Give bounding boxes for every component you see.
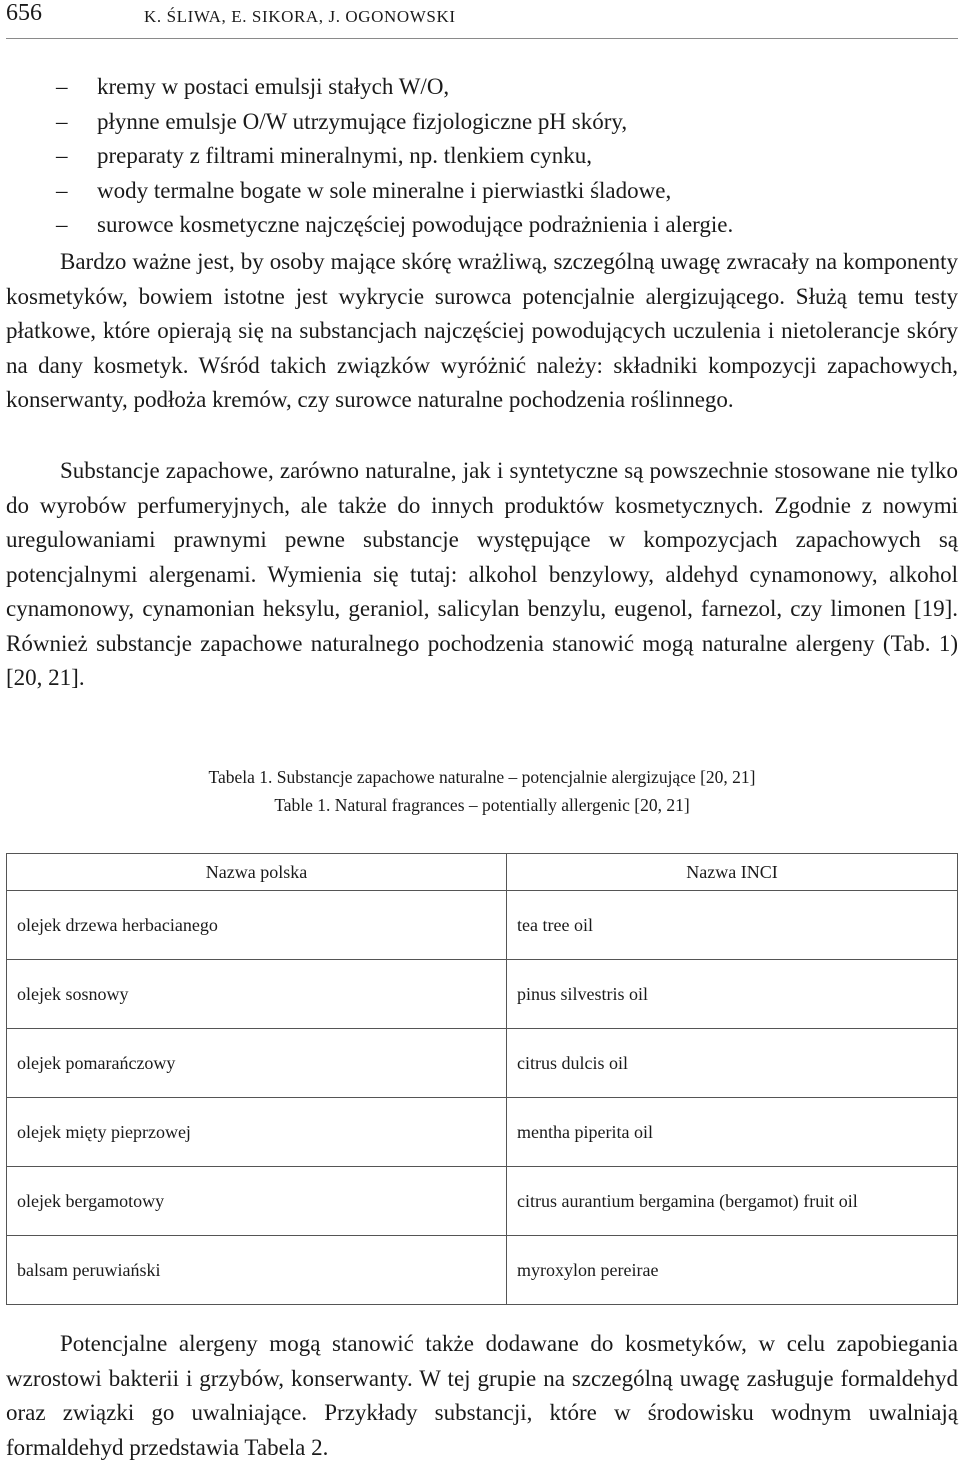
table-cell-inci: citrus dulcis oil bbox=[507, 1029, 958, 1098]
page-number: 656 bbox=[6, 0, 42, 26]
list-item bbox=[6, 174, 958, 209]
column-header-inci-name: Nazwa INCI bbox=[507, 854, 958, 891]
bullet-list bbox=[6, 70, 958, 243]
table-row bbox=[7, 960, 958, 1029]
table-cell-polish: olejek pomarańczowy bbox=[7, 1029, 507, 1098]
list-marker: – bbox=[56, 212, 68, 237]
table-cell-inci: citrus aurantium bergamina (bergamot) fruit oil bbox=[507, 1167, 958, 1236]
table-cell-inci: myroxylon pereirae bbox=[507, 1236, 958, 1305]
list-marker: – bbox=[56, 108, 68, 134]
column-header-polish-name: Nazwa polska bbox=[7, 854, 507, 891]
table-cell-polish: olejek sosnowy bbox=[7, 960, 507, 1029]
list-item-text: surowce kosmetyczne najczęściej powodujące podrażnienia i alergie. bbox=[97, 212, 734, 237]
list-item bbox=[6, 105, 958, 140]
table-cell-inci: tea tree oil bbox=[507, 891, 958, 960]
list-item-text: kremy w postaci emulsji stałych W/O, bbox=[97, 74, 450, 99]
running-head: K. ŚLIWA, E. SIKORA, J. OGONOWSKI bbox=[144, 7, 456, 26]
list-item bbox=[6, 208, 958, 243]
list-item-text: płynne emulsje O/W utrzymujące fizjologiczne pH skóry, bbox=[97, 108, 628, 134]
paragraph-preservatives: Potencjalne alergeny mogą stanowić także dodawane do kosmetyków, w celu zapobiegania wzrostowi bakterii i grzybów, konserwanty. W tej grupie na szczególną uwagę zasługuje formaldehyd oraz związki go uwalniające. Przykłady substancji, które w środowisku wodnym uwalniają formaldehyd przedstawia Tabela 2. bbox=[6, 1331, 958, 1460]
table-cell-inci: mentha piperita oil bbox=[507, 1098, 958, 1167]
table-cell-inci: pinus silvestris oil bbox=[507, 960, 958, 1029]
list-marker: – bbox=[56, 143, 68, 168]
table-cell-polish: olejek bergamotowy bbox=[7, 1167, 507, 1236]
table-header-row bbox=[7, 854, 958, 891]
table-row bbox=[7, 1029, 958, 1098]
paragraph-fragrances: Substancje zapachowe, zarówno naturalne, jak i syntetyczne są powszechnie stosowane nie tylko do wyrobów perfumeryjnych, ale także do innych produktów kosmetycznych. Zgodnie z nowymi uregulowaniami prawnymi pewne substancje występujące w kompozycjach zapachowych są potencjalnymi alergenami. Wymienia się tutaj: alkohol benzylowy, aldehyd cynamonowy, alkohol cynamonowy, cynamonian heksylu, geraniol, salicylan benzylu, eugenol, farnezol, czy limonen [19]. Również substancje zapachowe naturalnego pochodzenia stanowić mogą naturalne alergeny (Tab. 1) [20, 21]. bbox=[6, 458, 958, 690]
list-item bbox=[6, 139, 958, 174]
table-cell-polish: balsam peruwiański bbox=[7, 1236, 507, 1305]
list-marker: – bbox=[56, 177, 68, 203]
table-cell-polish: olejek drzewa herbacianego bbox=[17, 914, 218, 935]
list-item-text: wody termalne bogate w sole mineralne i pierwiastki śladowe, bbox=[97, 177, 672, 203]
table-row bbox=[7, 1236, 958, 1305]
list-marker: – bbox=[56, 74, 68, 99]
page-header bbox=[6, 0, 958, 39]
table-row bbox=[7, 891, 958, 960]
table-caption-polish: Tabela 1. Substancje zapachowe naturalne – potencjalnie alergizujące [20, 21] bbox=[208, 767, 756, 787]
table-row bbox=[7, 1098, 958, 1167]
table-row bbox=[7, 1167, 958, 1236]
list-item bbox=[6, 70, 958, 105]
paragraph-sensitive-skin: Bardzo ważne jest, by osoby mające skórę wrażliwą, szczególną uwagę zwracały na komponenty kosmetyków, bowiem istotne jest wykrycie surowca potencjalnie alergizującego. Służą temu testy płatkowe, które opierają się na substancjach najczęściej powodujących uczulenia i nietolerancje skóry na dany kosmetyk. Wśród takich związków wyróżnić należy: składniki kompozycji zapachowych, konserwanty, podłoża kremów, czy surowce naturalne pochodzenia roślinnego. bbox=[6, 249, 958, 412]
table-caption-english: Table 1. Natural fragrances – potentially allergenic [20, 21] bbox=[274, 795, 690, 815]
fragrance-table bbox=[6, 853, 958, 1305]
list-item-text: preparaty z filtrami mineralnymi, np. tlenkiem cynku, bbox=[97, 143, 592, 168]
table-cell-polish: olejek mięty pieprzowej bbox=[7, 1098, 507, 1167]
